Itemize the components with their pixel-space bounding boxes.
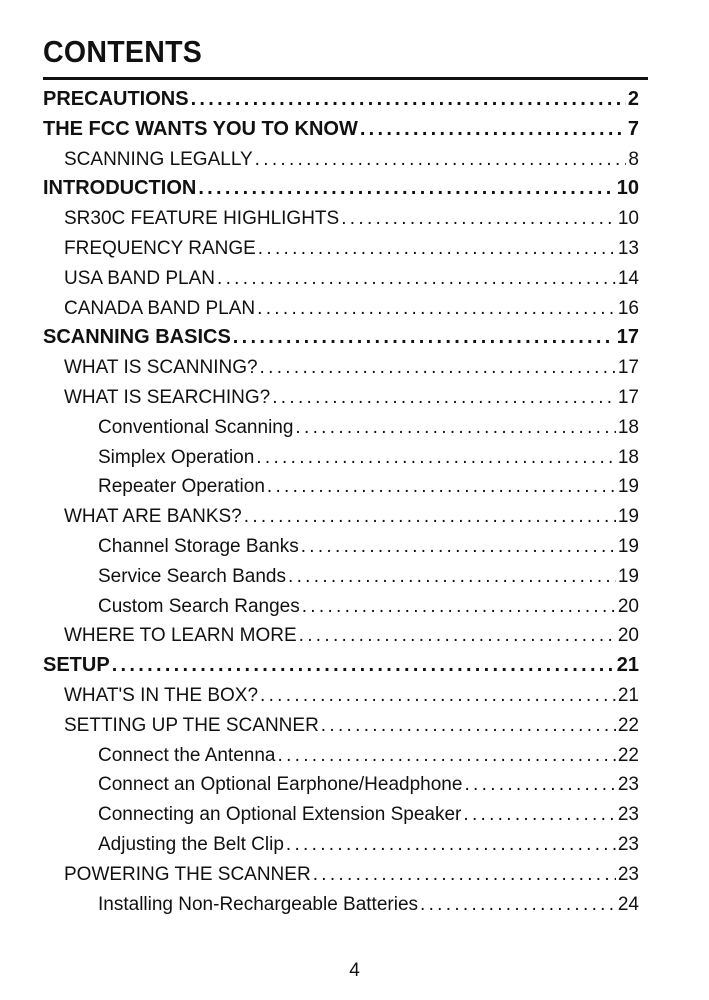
dot-leader xyxy=(286,830,616,860)
dot-leader xyxy=(258,234,616,264)
toc-entry-label: USA BAND PLAN xyxy=(64,267,215,289)
dot-leader xyxy=(191,85,626,115)
dot-leader xyxy=(272,383,616,413)
toc-entry-label: Installing Non-Rechargeable Batteries xyxy=(98,893,419,915)
dot-leader xyxy=(217,264,616,294)
toc-entry[interactable] xyxy=(43,592,639,622)
table-of-contents xyxy=(43,85,639,919)
toc-entry[interactable] xyxy=(43,562,639,592)
toc-entry-page: 20 xyxy=(617,595,639,617)
toc-entry-label: Connect an Optional Earphone/Headphone xyxy=(98,774,463,796)
toc-entry-label: INTRODUCTION xyxy=(43,177,197,200)
toc-entry[interactable] xyxy=(43,204,639,234)
toc-entry-page: 10 xyxy=(616,177,639,200)
toc-entry[interactable] xyxy=(43,651,639,681)
toc-entry-page: 17 xyxy=(617,386,639,408)
toc-entry-page: 8 xyxy=(628,148,639,170)
toc-entry-page: 19 xyxy=(617,535,639,557)
toc-entry-page: 23 xyxy=(617,774,639,796)
toc-entry-page: 18 xyxy=(617,446,639,468)
toc-entry[interactable] xyxy=(43,413,639,443)
toc-entry-page: 17 xyxy=(616,326,639,349)
dot-leader xyxy=(233,323,615,353)
toc-entry-label: SCANNING LEGALLY xyxy=(64,148,253,170)
toc-entry[interactable] xyxy=(43,472,639,502)
toc-entry[interactable] xyxy=(43,890,639,920)
toc-entry[interactable] xyxy=(43,860,639,890)
toc-entry-label: WHAT'S IN THE BOX? xyxy=(64,684,259,706)
dot-leader xyxy=(288,562,616,592)
toc-entry-label: Custom Search Ranges xyxy=(98,595,300,617)
toc-entry-page: 19 xyxy=(617,506,639,528)
dot-leader xyxy=(341,204,616,234)
toc-entry-page: 2 xyxy=(627,88,639,110)
dot-leader xyxy=(255,145,627,175)
toc-entry-page: 19 xyxy=(617,565,639,587)
toc-entry[interactable] xyxy=(43,711,639,741)
dot-leader xyxy=(295,413,615,443)
dot-leader xyxy=(420,890,616,920)
dot-leader xyxy=(360,115,626,145)
toc-entry[interactable] xyxy=(43,353,639,383)
dot-leader xyxy=(313,860,616,890)
toc-entry-page: 18 xyxy=(617,416,639,438)
dot-leader xyxy=(277,741,615,771)
toc-entry-page: 17 xyxy=(617,357,639,379)
toc-entry[interactable] xyxy=(43,264,639,294)
dot-leader xyxy=(321,711,616,741)
toc-entry-label: POWERING THE SCANNER xyxy=(64,863,311,885)
dot-leader xyxy=(267,472,616,502)
toc-entry[interactable] xyxy=(43,383,639,413)
toc-entry-label: WHERE TO LEARN MORE xyxy=(64,625,297,647)
toc-entry-label: Service Search Bands xyxy=(98,565,286,587)
toc-entry-label: FREQUENCY RANGE xyxy=(64,237,256,259)
toc-entry-label: CANADA BAND PLAN xyxy=(64,297,256,319)
toc-entry-label: Conventional Scanning xyxy=(98,416,294,438)
dot-leader xyxy=(244,502,616,532)
toc-entry[interactable] xyxy=(43,294,639,324)
toc-entry-page: 24 xyxy=(617,893,639,915)
toc-entry-page: 19 xyxy=(617,476,639,498)
toc-entry[interactable] xyxy=(43,443,639,473)
toc-entry-label: SCANNING BASICS xyxy=(43,326,231,349)
toc-entry-label: WHAT IS SCANNING? xyxy=(64,357,258,379)
toc-entry-label: Repeater Operation xyxy=(98,476,265,498)
toc-entry-page: 10 xyxy=(617,208,639,230)
toc-entry[interactable] xyxy=(43,621,639,651)
toc-entry[interactable] xyxy=(43,532,639,562)
toc-entry-label: SETUP xyxy=(43,654,110,677)
toc-entry-label: PRECAUTIONS xyxy=(43,88,189,110)
toc-entry[interactable] xyxy=(43,323,639,353)
toc-entry-label: Channel Storage Banks xyxy=(98,535,299,557)
toc-entry[interactable] xyxy=(43,830,639,860)
toc-entry-page: 23 xyxy=(617,833,639,855)
toc-entry[interactable] xyxy=(43,800,639,830)
dot-leader xyxy=(257,294,616,324)
dot-leader xyxy=(256,443,616,473)
toc-entry[interactable] xyxy=(43,145,639,175)
dot-leader xyxy=(302,592,616,622)
toc-entry-label: Simplex Operation xyxy=(98,446,255,468)
toc-entry-label: SETTING UP THE SCANNER xyxy=(64,714,319,736)
toc-entry-page: 23 xyxy=(617,804,639,826)
dot-leader xyxy=(299,621,616,651)
toc-entry[interactable] xyxy=(43,234,639,264)
toc-entry[interactable] xyxy=(43,502,639,532)
dot-leader xyxy=(301,532,616,562)
dot-leader xyxy=(463,800,616,830)
toc-entry[interactable] xyxy=(43,115,639,145)
toc-entry[interactable] xyxy=(43,174,639,204)
toc-entry[interactable] xyxy=(43,770,639,800)
toc-entry-page: 14 xyxy=(617,267,639,289)
toc-entry[interactable] xyxy=(43,741,639,771)
dot-leader xyxy=(464,770,615,800)
toc-entry-page: 21 xyxy=(616,654,639,677)
title-divider xyxy=(43,77,648,80)
toc-entry-page: 13 xyxy=(617,237,639,259)
toc-entry[interactable] xyxy=(43,681,639,711)
toc-entry-label: Adjusting the Belt Clip xyxy=(98,833,284,855)
toc-entry-label: Connect the Antenna xyxy=(98,744,276,766)
page-number: 4 xyxy=(349,960,360,981)
toc-entry-page: 21 xyxy=(617,684,639,706)
dot-leader xyxy=(260,681,616,711)
toc-entry[interactable] xyxy=(43,85,639,115)
dot-leader xyxy=(198,174,614,204)
page-title: CONTENTS xyxy=(43,34,203,69)
toc-entry-page: 23 xyxy=(617,863,639,885)
toc-entry-label: WHAT IS SEARCHING? xyxy=(64,386,271,408)
dot-leader xyxy=(112,651,615,681)
toc-entry-page: 22 xyxy=(617,714,639,736)
toc-entry-label: SR30C FEATURE HIGHLIGHTS xyxy=(64,208,340,230)
toc-entry-page: 16 xyxy=(617,297,639,319)
toc-entry-label: THE FCC WANTS YOU TO KNOW xyxy=(43,117,358,140)
toc-entry-page: 20 xyxy=(617,625,639,647)
toc-entry-label: Connecting an Optional Extension Speaker xyxy=(98,804,462,826)
dot-leader xyxy=(260,353,616,383)
toc-entry-page: 7 xyxy=(627,117,639,140)
toc-entry-label: WHAT ARE BANKS? xyxy=(64,506,242,528)
toc-entry-page: 22 xyxy=(617,744,639,766)
